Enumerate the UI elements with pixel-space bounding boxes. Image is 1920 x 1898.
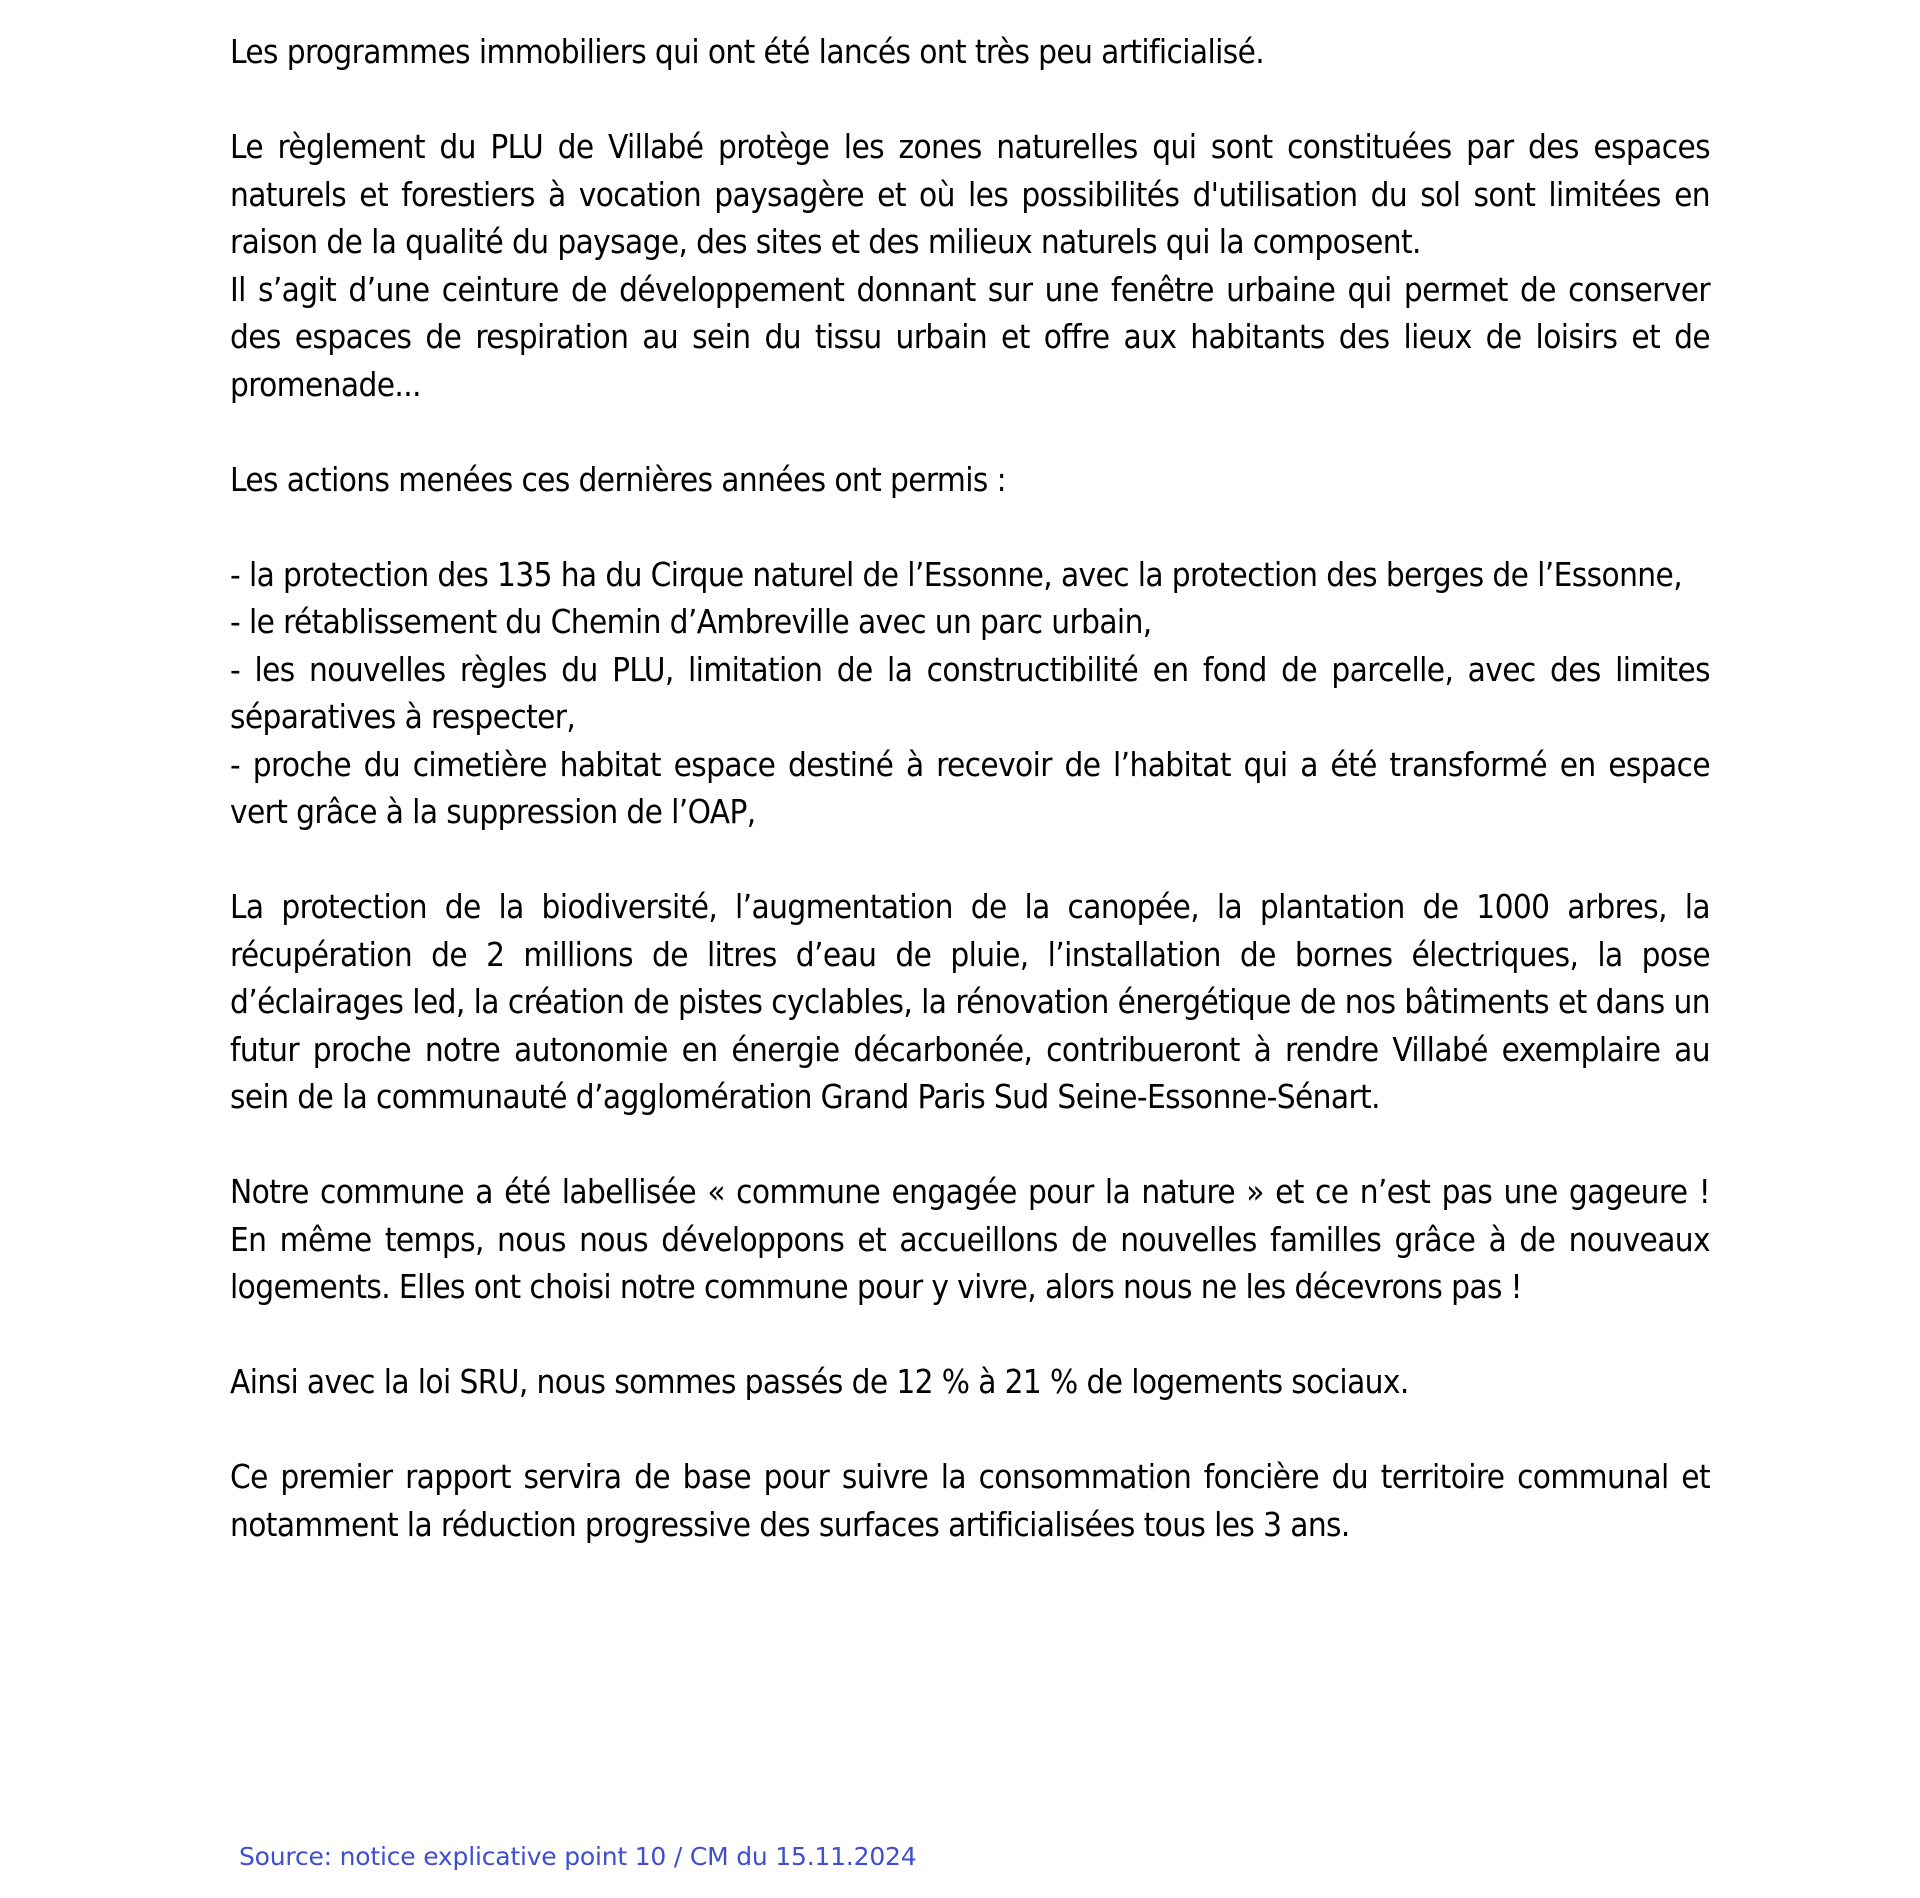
spacer — [230, 76, 1710, 124]
paragraph-loi-sru: Ainsi avec la loi SRU, nous sommes passés de 12 % à 21 % de logements sociaux. — [230, 1362, 1409, 1401]
spacer — [230, 1121, 1710, 1169]
paragraph-biodiversite: La protection de la biodiversité, l’augmentation de la canopée, la plantation de 1000 arbres, la récupération de 2 millions de litres d’eau de pluie, l’installation de bornes électriques, la pose d’éclairages led, la création de pistes cyclables, la rénovation énergétique de nos bâtiments et dans un futur proche notre autonomie en énergie décarbonée, contribueront à rendre Villabé exemplaire au sein de la communauté d’agglomération Grand Paris Sud Seine-Essonne-Sénart. — [230, 887, 1710, 1116]
spacer — [230, 1311, 1710, 1359]
spacer — [230, 503, 1710, 551]
paragraph-plu-reglement: Le règlement du PLU de Villabé protège les zones naturelles qui sont constituées par des espaces naturels et forestiers à vocation paysagère et où les possibilités d'utilisation du sol sont limitées en raison de la qualité du paysage, des sites et des milieux naturels qui la composent. — [230, 127, 1710, 261]
spacer — [230, 836, 1710, 884]
paragraph-actions-intro: Les actions menées ces dernières années ont permis : — [230, 459, 1006, 499]
list-item: - le rétablissement du Chemin d’Ambreville avec un parc urbain, — [230, 602, 1152, 641]
paragraph-artificialisation: Les programmes immobiliers qui ont été lancés ont très peu artificialisé. — [230, 32, 1265, 71]
source-citation: Source: notice explicative point 10 / CM du 15.11.2024 — [239, 1842, 917, 1871]
list-item: - proche du cimetière habitat espace destiné à recevoir de l’habitat qui a été transformé en espace vert grâce à la suppression de l’OAP, — [230, 744, 1710, 831]
actions-list — [230, 551, 1710, 836]
list-item: - la protection des 135 ha du Cirque naturel de l’Essonne, avec la protection des berges de l’Essonne, — [230, 554, 1683, 594]
spacer — [230, 408, 1710, 456]
spacer — [230, 1406, 1710, 1454]
document-body — [230, 28, 1710, 1548]
paragraph-ceinture-developpement: Il s’agit d’une ceinture de développement donnant sur une fenêtre urbaine qui permet de conserver des espaces de respiration au sein du tissu urbain et offre aux habitants des lieux de loisirs et de promenade... — [230, 269, 1710, 404]
list-item: - les nouvelles règles du PLU, limitation de la constructibilité en fond de parcelle, avec des limites séparatives à respecter, — [230, 649, 1710, 736]
paragraph-premier-rapport: Ce premier rapport servira de base pour suivre la consommation foncière du territoire communal et notamment la réduction progressive des surfaces artificialisées tous les 3 ans. — [230, 1457, 1710, 1544]
paragraph-commune-nature: Notre commune a été labellisée « commune engagée pour la nature » et ce n’est pas une gageure ! En même temps, nous nous développons et accueillons de nouvelles familles grâce à de nouveaux logements. Elles ont choisi notre commune pour y vivre, alors nous ne les décevrons pas ! — [230, 1172, 1710, 1306]
